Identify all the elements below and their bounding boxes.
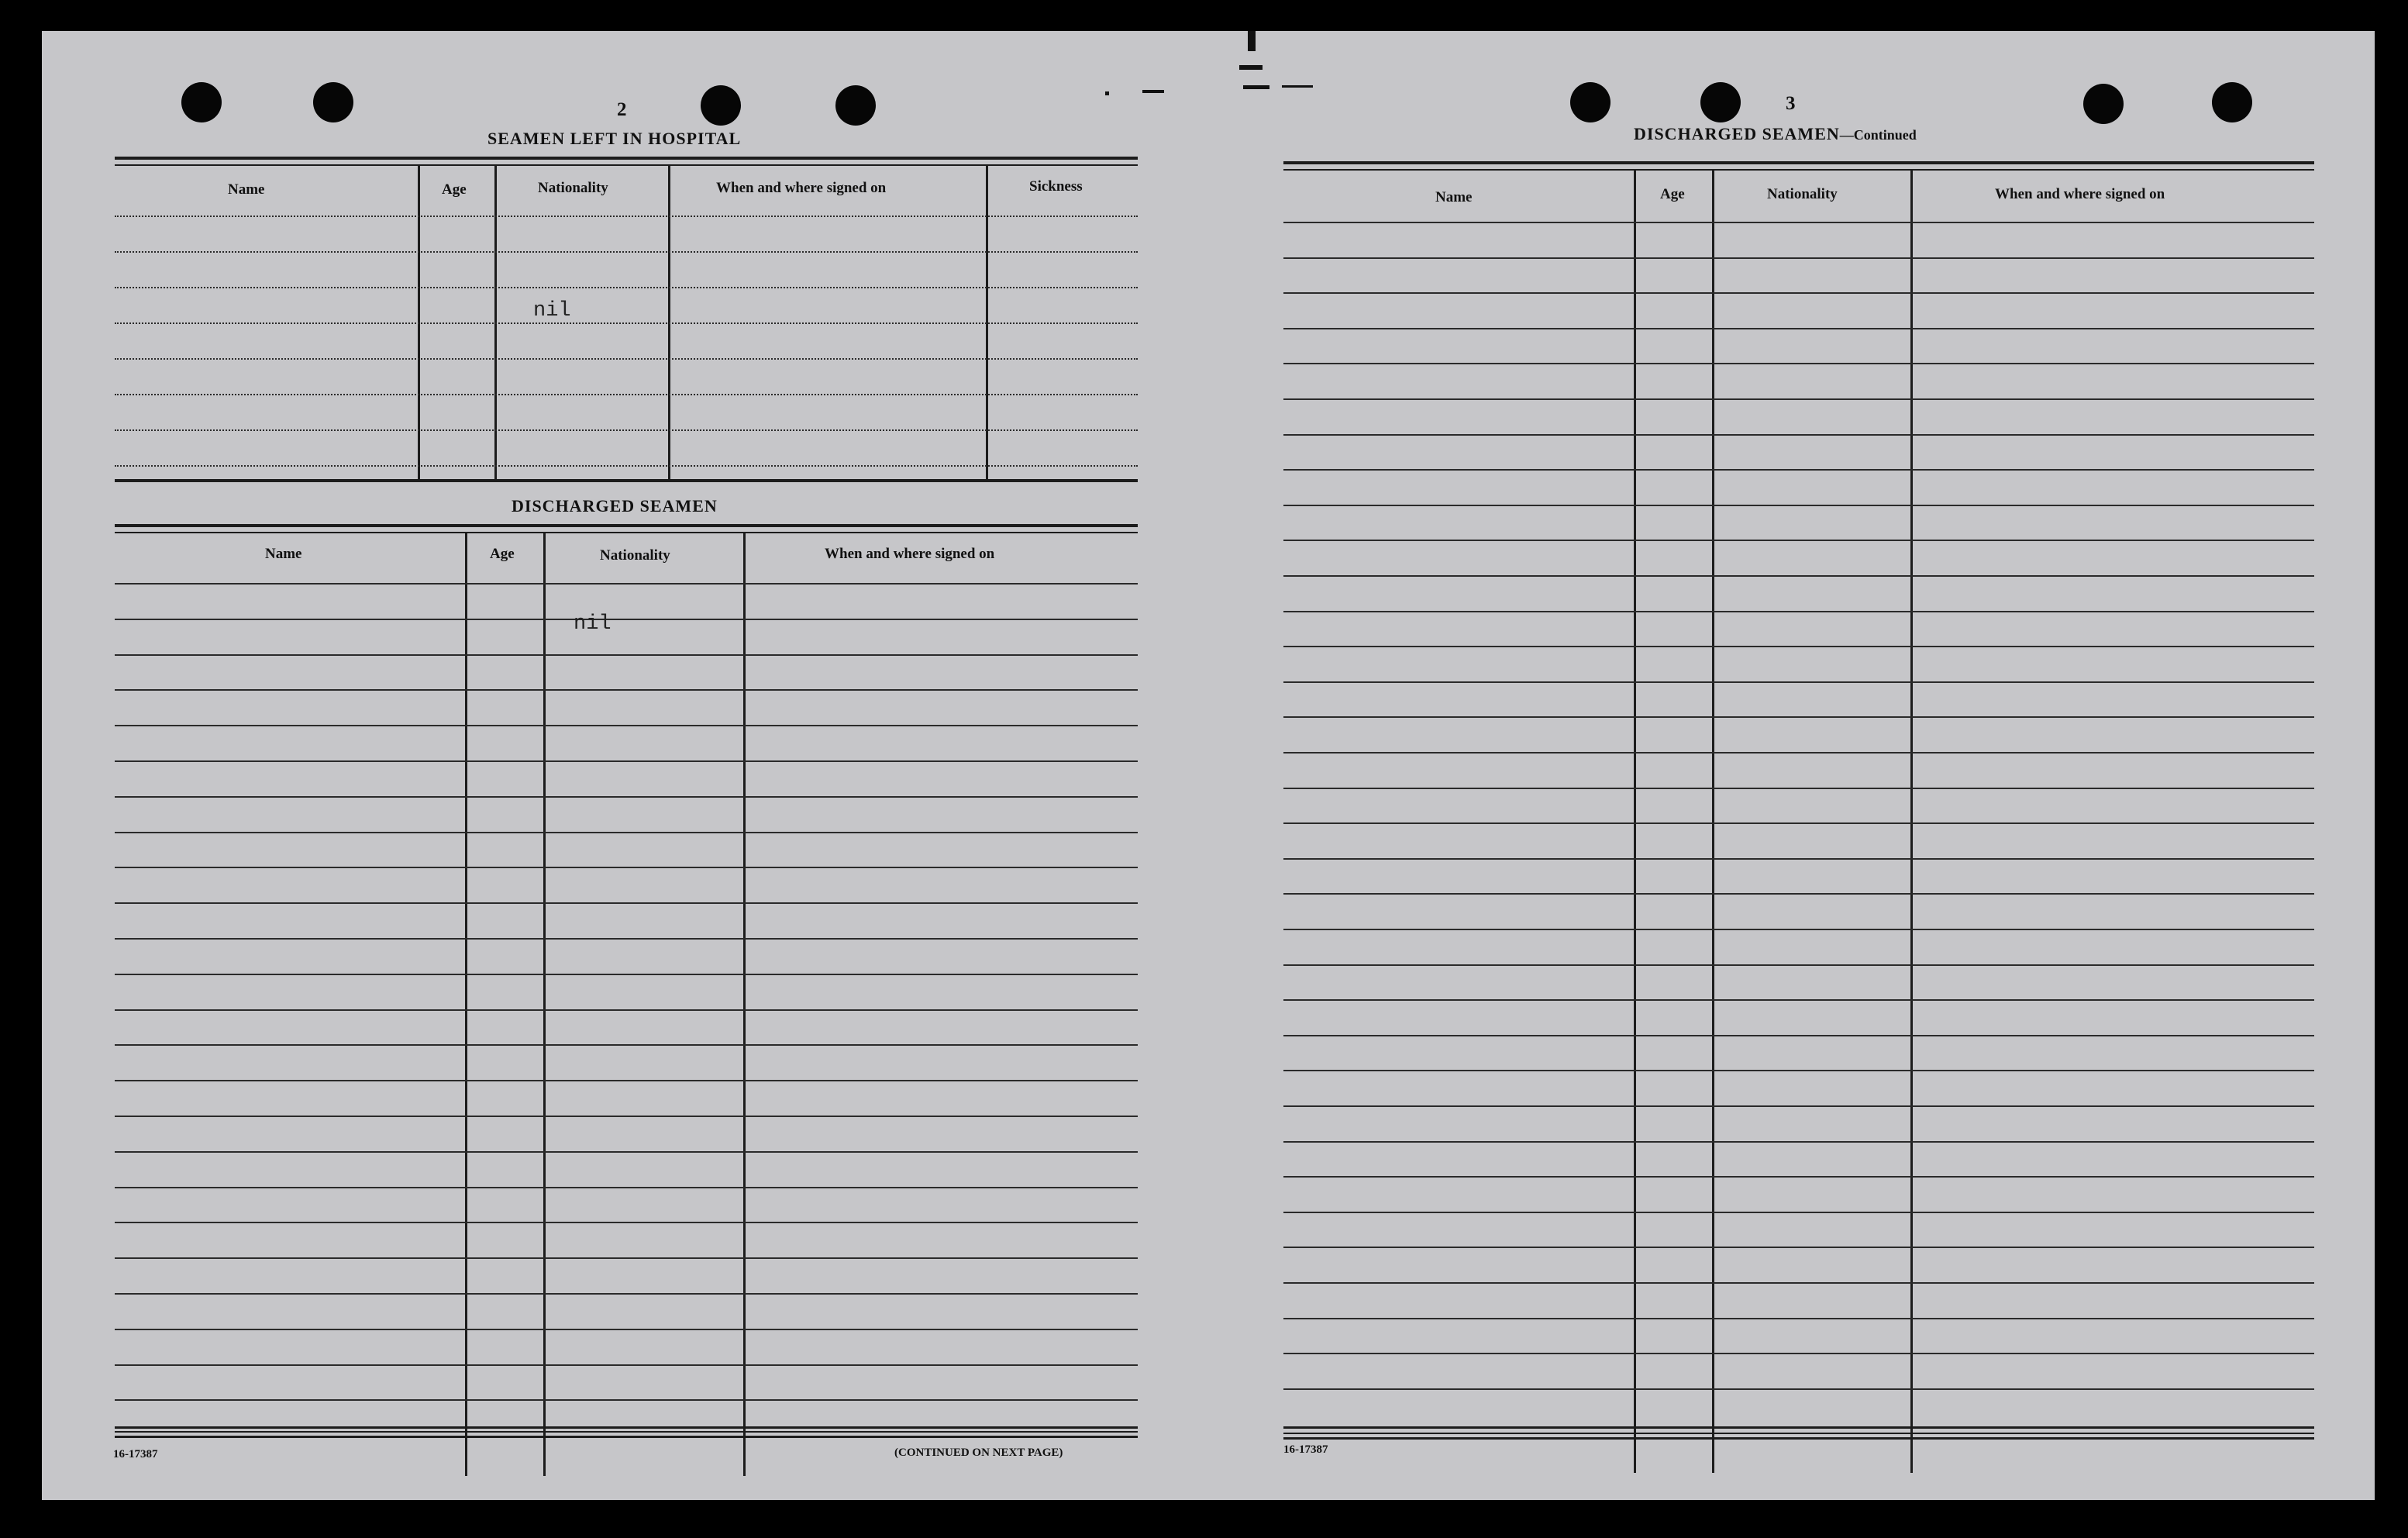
- hospital-header-name: Name: [228, 181, 265, 198]
- table-row-line: [1283, 893, 2314, 895]
- table-row-line: [115, 1044, 1138, 1046]
- table-row-line: [115, 1364, 1138, 1366]
- binding-mark: [1239, 65, 1263, 70]
- table-row-line: [1283, 434, 2314, 436]
- table-row-line: [1283, 540, 2314, 541]
- table-row-line: [1283, 505, 2314, 506]
- hospital-header-nationality: Nationality: [538, 180, 608, 196]
- hospital-header-age: Age: [442, 181, 467, 198]
- table-row-line: [115, 796, 1138, 798]
- title-suffix: —Continued: [1839, 127, 1917, 143]
- table-bottom-rule: [115, 1426, 1138, 1429]
- table-row-line: [1283, 1247, 2314, 1248]
- column-divider: [543, 533, 546, 1476]
- continued-note: (CONTINUED ON NEXT PAGE): [894, 1447, 1063, 1459]
- table-row-line: [1283, 363, 2314, 364]
- column-divider: [743, 533, 746, 1476]
- title-main: DISCHARGED SEAMEN: [1634, 124, 1840, 143]
- table-row-line: [1283, 1035, 2314, 1036]
- table-row-line: [1283, 398, 2314, 400]
- table-row-line: [115, 465, 1138, 467]
- table-row-line: [1283, 929, 2314, 930]
- table-row-line: [1283, 681, 2314, 683]
- table-row-line: [115, 902, 1138, 904]
- column-divider: [1910, 171, 1913, 1473]
- table-row-line: [1283, 611, 2314, 612]
- table-row-line: [1283, 1282, 2314, 1284]
- continued-header-age: Age: [1660, 186, 1685, 202]
- binder-hole: [1700, 82, 1741, 122]
- table-top-rule: [115, 164, 1138, 166]
- table-row-line: [115, 394, 1138, 395]
- table-bottom-rule: [1283, 1426, 2314, 1429]
- table-top-rule: [115, 532, 1138, 533]
- table-row-line: [1283, 1070, 2314, 1071]
- discharged-continued-title: [1634, 124, 1917, 144]
- column-divider: [418, 166, 420, 482]
- table-top-rule: [1283, 169, 2314, 171]
- table-row-line: [115, 1080, 1138, 1081]
- continued-header-signed-on: When and where signed on: [1995, 186, 2165, 202]
- table-row-line: [115, 322, 1138, 324]
- table-row-line: [115, 287, 1138, 288]
- binding-mark: [1248, 31, 1256, 51]
- table-row-line: [1283, 716, 2314, 718]
- discharged-entry-nil: nil: [574, 612, 611, 636]
- discharged-header-nationality: Nationality: [600, 547, 670, 564]
- table-top-rule: [115, 524, 1138, 527]
- column-divider: [668, 166, 670, 482]
- hospital-section-title: SEAMEN LEFT IN HOSPITAL: [487, 129, 742, 148]
- table-row-line: [1283, 964, 2314, 966]
- column-divider: [465, 533, 467, 1476]
- table-row-line: [1283, 646, 2314, 647]
- table-row-line: [1283, 858, 2314, 860]
- page-number: 2: [617, 99, 627, 120]
- discharged-section-title: DISCHARGED SEAMEN: [512, 496, 718, 516]
- table-bottom-rule: [115, 1436, 1138, 1438]
- table-row-line: [115, 654, 1138, 656]
- table-top-rule: [1283, 161, 2314, 164]
- page-number: 3: [1786, 93, 1796, 114]
- table-row-line: [1283, 222, 2314, 223]
- table-row-line: [115, 216, 1138, 217]
- table-row-line: [1283, 1212, 2314, 1213]
- hospital-header-sickness: Sickness: [1029, 178, 1083, 195]
- binder-hole: [313, 82, 353, 122]
- table-row-line: [115, 1257, 1138, 1259]
- table-row-line: [1283, 1388, 2314, 1390]
- table-row-line: [1283, 1105, 2314, 1107]
- table-row-line: [1283, 1353, 2314, 1354]
- binding-mark: [1142, 90, 1164, 93]
- table-row-line: [115, 583, 1138, 585]
- table-bottom-rule: [115, 1431, 1138, 1433]
- binder-hole: [181, 82, 222, 122]
- table-row-line: [1283, 752, 2314, 753]
- column-divider: [494, 166, 497, 482]
- table-row-line: [1283, 1141, 2314, 1143]
- table-row-line: [115, 689, 1138, 691]
- table-row-line: [115, 1151, 1138, 1153]
- hospital-entry-nil: nil: [533, 299, 571, 322]
- continued-header-nationality: Nationality: [1767, 186, 1838, 202]
- discharged-header-signed-on: When and where signed on: [825, 546, 995, 562]
- table-row-line: [115, 619, 1138, 620]
- table-row-line: [115, 867, 1138, 868]
- table-row-line: [115, 1399, 1138, 1401]
- binder-hole: [835, 85, 876, 126]
- binder-hole: [1570, 82, 1611, 122]
- table-row-line: [1283, 469, 2314, 471]
- binding-mark: [1243, 85, 1269, 89]
- document-sheet: [42, 31, 2375, 1500]
- table-row-line: [1283, 788, 2314, 789]
- binder-hole: [2083, 84, 2124, 124]
- table-row-line: [115, 832, 1138, 833]
- column-divider: [1634, 171, 1636, 1473]
- table-row-line: [115, 725, 1138, 726]
- table-row-line: [1283, 1318, 2314, 1319]
- table-top-rule: [115, 157, 1138, 160]
- table-row-line: [115, 974, 1138, 975]
- form-number: 16-17387: [113, 1448, 158, 1460]
- table-row-line: [115, 1293, 1138, 1295]
- table-row-line: [115, 760, 1138, 762]
- table-row-line: [115, 1329, 1138, 1330]
- column-divider: [1712, 171, 1714, 1473]
- discharged-header-age: Age: [490, 546, 515, 562]
- hospital-header-signed-on: When and where signed on: [716, 180, 887, 196]
- discharged-header-name: Name: [265, 546, 302, 562]
- table-bottom-rule: [115, 479, 1138, 482]
- table-row-line: [1283, 999, 2314, 1001]
- table-row-line: [1283, 328, 2314, 329]
- table-row-line: [115, 1222, 1138, 1223]
- table-row-line: [115, 358, 1138, 360]
- table-row-line: [1283, 292, 2314, 294]
- binder-hole: [2212, 82, 2252, 122]
- table-row-line: [115, 938, 1138, 940]
- binding-mark: [1105, 91, 1109, 95]
- table-row-line: [1283, 257, 2314, 259]
- table-row-line: [115, 1009, 1138, 1011]
- table-row-line: [1283, 822, 2314, 824]
- continued-header-name: Name: [1435, 189, 1473, 205]
- form-number: 16-17387: [1283, 1443, 1328, 1456]
- table-row-line: [115, 251, 1138, 253]
- table-row-line: [1283, 1176, 2314, 1178]
- table-row-line: [1283, 575, 2314, 577]
- binder-hole: [701, 85, 741, 126]
- table-bottom-rule: [1283, 1433, 2314, 1434]
- table-bottom-rule: [1283, 1437, 2314, 1440]
- column-divider: [986, 166, 988, 482]
- binding-mark: [1282, 85, 1313, 88]
- table-row-line: [115, 1116, 1138, 1117]
- table-row-line: [115, 1187, 1138, 1188]
- table-row-line: [115, 429, 1138, 431]
